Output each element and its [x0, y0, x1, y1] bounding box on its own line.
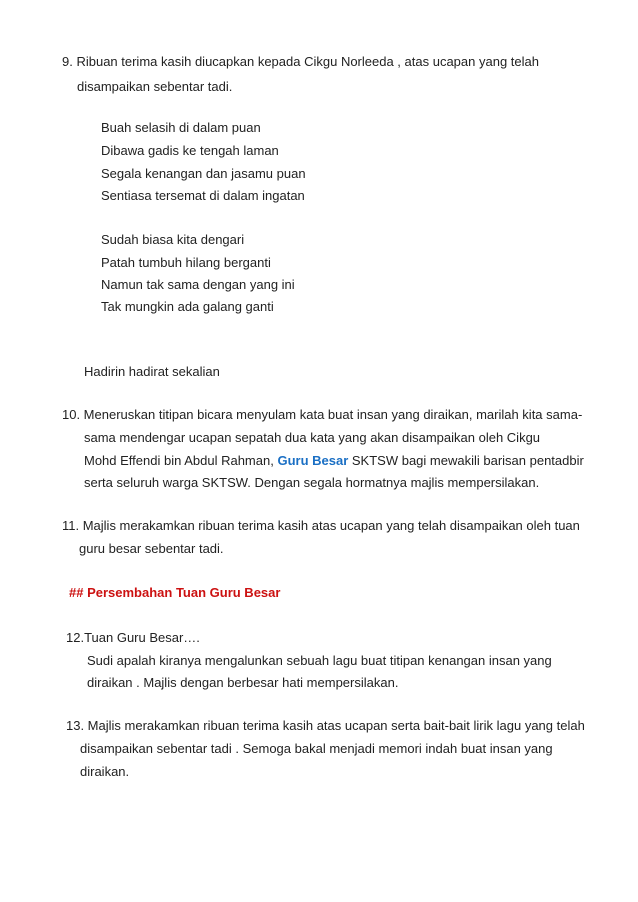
- item-13-line-3: diraikan.: [80, 764, 130, 779]
- item-10-line-3-pre: Mohd Effendi bin Abdul Rahman,: [84, 453, 278, 468]
- item-13-line-2: disampaikan sebentar tadi . Semoga bakal menjadi memori indah buat insan yang: [80, 741, 553, 756]
- pantun-line: Sudah biasa kita dengari: [101, 232, 245, 247]
- section-heading: ## Persembahan Tuan Guru Besar: [69, 585, 281, 600]
- pantun-line: Namun tak sama dengan yang ini: [101, 277, 295, 292]
- item-12-line-3: diraikan . Majlis dengan berbesar hati mempersilakan.: [87, 675, 399, 690]
- pantun-line: Segala kenangan dan jasamu puan: [101, 166, 306, 181]
- greeting: Hadirin hadirat sekalian: [84, 364, 220, 379]
- item-12-line-1: 12.Tuan Guru Besar….: [66, 630, 200, 645]
- item-10-line-2: sama mendengar ucapan sepatah dua kata yang akan disampaikan oleh Cikgu: [84, 430, 541, 445]
- pantun-line: Buah selasih di dalam puan: [101, 120, 261, 135]
- item-11-line-2: guru besar sebentar tadi.: [79, 541, 224, 556]
- item-9-line-2: disampaikan sebentar tadi.: [77, 79, 233, 94]
- item-10-line-1: 10. Meneruskan titipan bicara menyulam kata buat insan yang diraikan, marilah kita sama-: [62, 407, 583, 422]
- item-9-line-1: 9. Ribuan terima kasih diucapkan kepada Cikgu Norleeda , atas ucapan yang telah: [62, 54, 539, 69]
- item-13-line-1: 13. Majlis merakamkan ribuan terima kasih atas ucapan serta bait-bait lirik lagu yang telah: [66, 718, 585, 733]
- item-12-line-2: Sudi apalah kiranya mengalunkan sebuah lagu buat titipan kenangan insan yang: [87, 653, 552, 668]
- pantun-line: Tak mungkin ada galang ganti: [101, 299, 274, 314]
- pantun-line: Patah tumbuh hilang berganti: [101, 255, 271, 270]
- pantun-line: Sentiasa tersemat di dalam ingatan: [101, 188, 305, 203]
- item-10-line-4: serta seluruh warga SKTSW. Dengan segala hormatnya majlis mempersilakan.: [84, 475, 540, 490]
- item-11-line-1: 11. Majlis merakamkan ribuan terima kasih atas ucapan yang telah disampaikan oleh tuan: [62, 518, 580, 533]
- guru-besar-highlight: Guru Besar: [277, 453, 349, 468]
- item-10-line-3-post: SKTSW bagi mewakili barisan pentadbir: [348, 453, 584, 468]
- pantun-line: Dibawa gadis ke tengah laman: [101, 143, 279, 158]
- item-10-line-3: [84, 453, 584, 469]
